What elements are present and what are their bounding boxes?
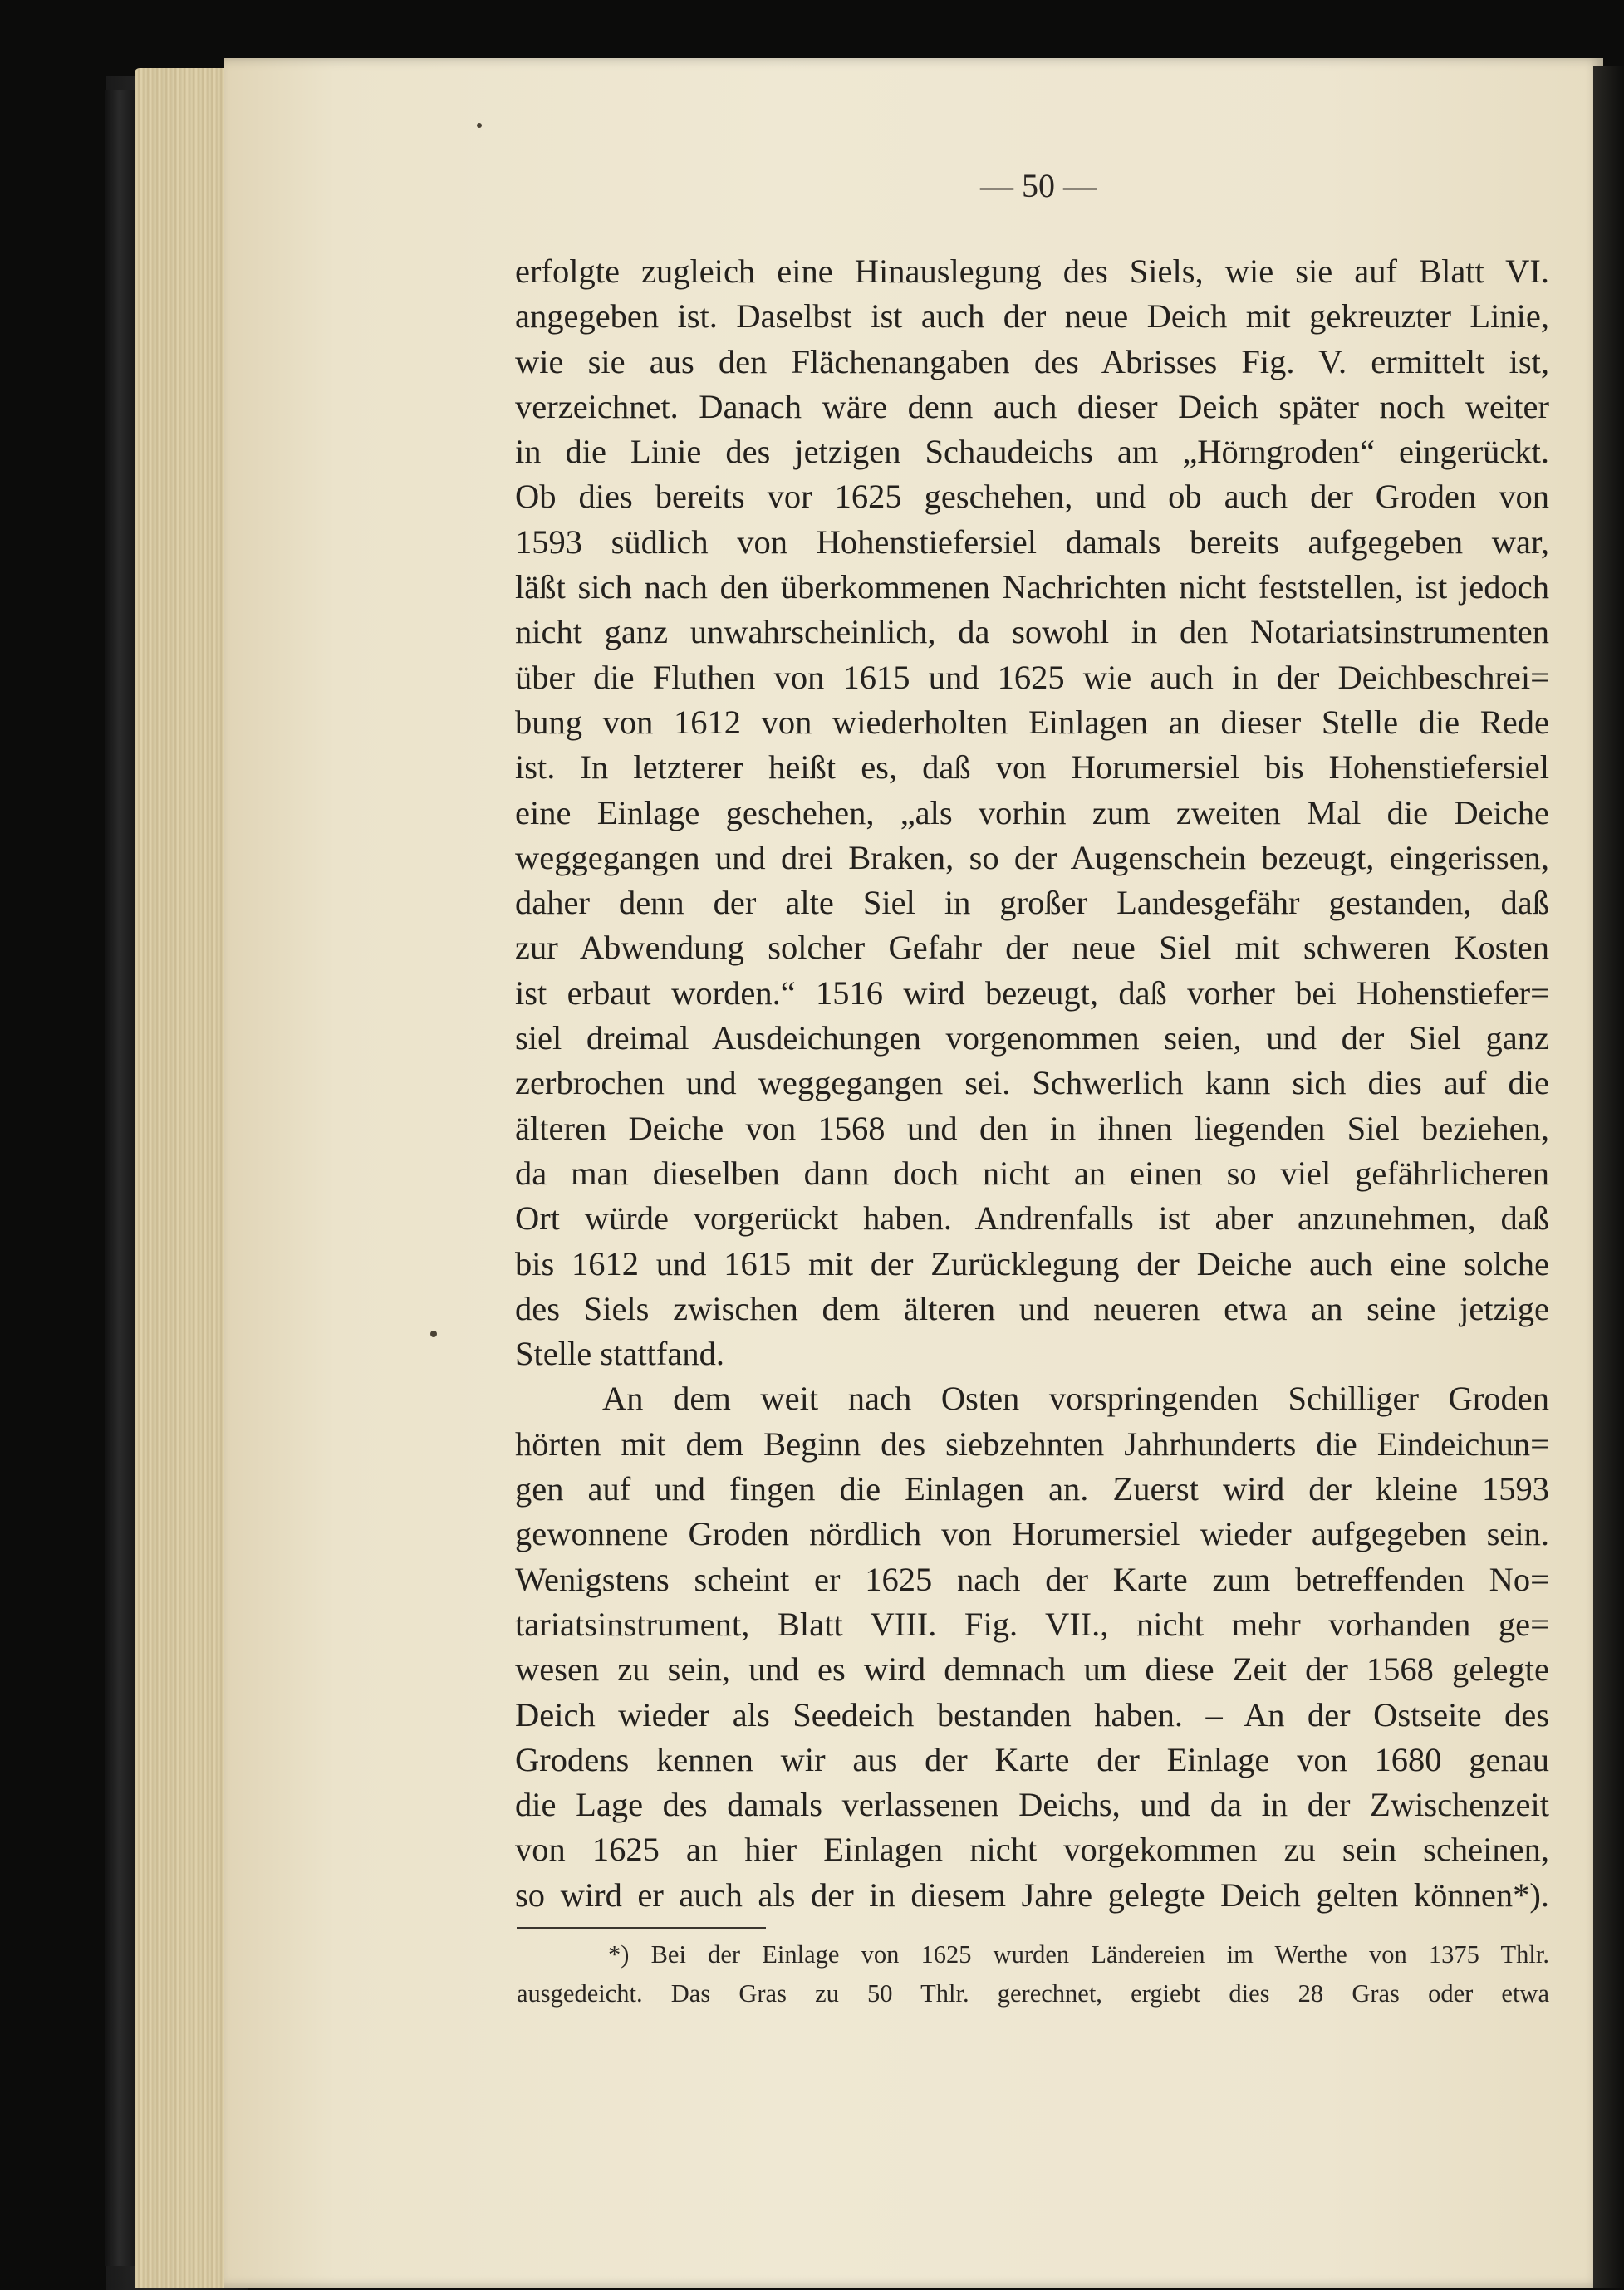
text-line: zur Abwendung solcher Gefahr der neue Siel mit schweren Kosten xyxy=(515,929,1549,967)
footnote-divider xyxy=(517,1927,766,1929)
footnote-line: *) Bei der Einlage von 1625 wurden Ländereien im Werthe von 1375 Thlr. xyxy=(608,1940,1549,1969)
text-line: in die Linie des jetzigen Schaudeichs am „Hörngroden“ eingerückt. xyxy=(515,433,1549,471)
text-line: daher denn der alte Siel in großer Landesgefähr gestanden, daß xyxy=(515,884,1549,922)
text-line: ist. In letzterer heißt es, daß von Horumersiel bis Hohenstiefersiel xyxy=(515,748,1549,787)
book-spine xyxy=(105,90,138,2266)
text-line: Grodens kennen wir aus der Karte der Einlage von 1680 genau xyxy=(515,1740,1549,1778)
text-line: angegeben ist. Daselbst ist auch der neue Deich mit gekreuzter Linie, xyxy=(515,297,1549,336)
text-line: bung von 1612 von wiederholten Einlagen an dieser Stelle die Rede xyxy=(515,703,1549,741)
text-line: die Lage des damals verlassenen Deichs, und da in der Zwischenzeit xyxy=(515,1786,1549,1824)
text-line: erfolgte zugleich eine Hinauslegung des Siels, wie sie auf Blatt VI. xyxy=(515,253,1549,290)
text-line: weggegangen und drei Braken, so der Augenschein bezeugt, eingerissen, xyxy=(515,838,1549,876)
text-line: 1593 südlich von Hohenstiefersiel damals bereits aufgegeben war, xyxy=(515,522,1549,561)
text-line: verzeichnet. Danach wäre denn auch dieser Deich später noch weiter xyxy=(515,387,1549,425)
text-line: Wenigstens scheint er 1625 nach der Karte zum betreffenden No= xyxy=(515,1560,1549,1598)
text-line: nicht ganz unwahrscheinlich, da sowohl in den Notariatsinstrumenten xyxy=(515,613,1549,651)
text-line: von 1625 an hier Einlagen nicht vorgekommen zu sein scheinen, xyxy=(515,1831,1549,1869)
text-line: Ob dies bereits vor 1625 geschehen, und ob auch der Groden von xyxy=(515,478,1549,516)
text-line: so wird er auch als der in diesem Jahre gelegte Deich gelten können*). xyxy=(515,1876,1549,1914)
paper-speck xyxy=(477,123,482,128)
text-line: da man dieselben dann doch nicht an einen so viel gefährlicheren xyxy=(515,1154,1549,1192)
footnote xyxy=(517,1935,1549,2013)
text-line: Stelle stattfand. xyxy=(515,1335,724,1373)
text-line: wesen zu sein, und es wird demnach um diese Zeit der 1568 gelegte xyxy=(515,1650,1549,1689)
text-line: gen auf und fingen die Einlagen an. Zuerst wird der kleine 1593 xyxy=(515,1470,1549,1508)
text-line: tariatsinstrument, Blatt VIII. Fig. VII., nicht mehr vorhanden ge= xyxy=(515,1605,1549,1643)
text-line: eine Einlage geschehen, „als vorhin zum zweiten Mal die Deiche xyxy=(515,793,1549,831)
text-line: bis 1612 und 1615 mit der Zurücklegung der Deiche auch eine solche xyxy=(515,1244,1549,1282)
text-line: An dem weit nach Osten vorspringenden Schilliger Groden xyxy=(602,1380,1549,1418)
text-line: gewonnene Groden nördlich von Horumersiel wieder aufgegeben sein. xyxy=(515,1515,1549,1553)
text-line: zerbrochen und weggegangen sei. Schwerlich kann sich dies auf die xyxy=(515,1064,1549,1102)
body-text xyxy=(515,249,1549,1918)
footnote-line: ausgedeicht. Das Gras zu 50 Thlr. gerechnet, ergiebt dies 28 Gras oder etwa xyxy=(517,1979,1549,2008)
text-line: wie sie aus den Flächenangaben des Abrisses Fig. V. ermittelt ist, xyxy=(515,342,1549,380)
text-line: ist erbaut worden.“ 1516 wird bezeugt, daß vorher bei Hohenstiefer= xyxy=(515,973,1549,1012)
right-background xyxy=(1593,66,1624,2288)
text-line: siel dreimal Ausdeichungen vorgenommen seien, und der Siel ganz xyxy=(515,1019,1549,1057)
text-line: älteren Deiche von 1568 und den in ihnen liegenden Siel beziehen, xyxy=(515,1109,1549,1147)
text-line: Deich wieder als Seedeich bestanden haben. – An der Ostseite des xyxy=(515,1695,1549,1733)
text-line: hörten mit dem Beginn des siebzehnten Jahrhunderts die Eindeichun= xyxy=(515,1425,1549,1463)
page-number: — 50 — xyxy=(980,167,1097,204)
paper-speck xyxy=(430,1331,437,1337)
text-line: Ort würde vorgerückt haben. Andrenfalls ist aber anzunehmen, daß xyxy=(515,1199,1549,1238)
text-line: über die Fluthen von 1615 und 1625 wie auch in der Deichbeschrei= xyxy=(515,658,1549,696)
text-line: des Siels zwischen dem älteren und neueren etwa an seine jetzige xyxy=(515,1289,1549,1327)
text-line: läßt sich nach den überkommenen Nachrichten nicht feststellen, ist jedoch xyxy=(515,568,1549,606)
